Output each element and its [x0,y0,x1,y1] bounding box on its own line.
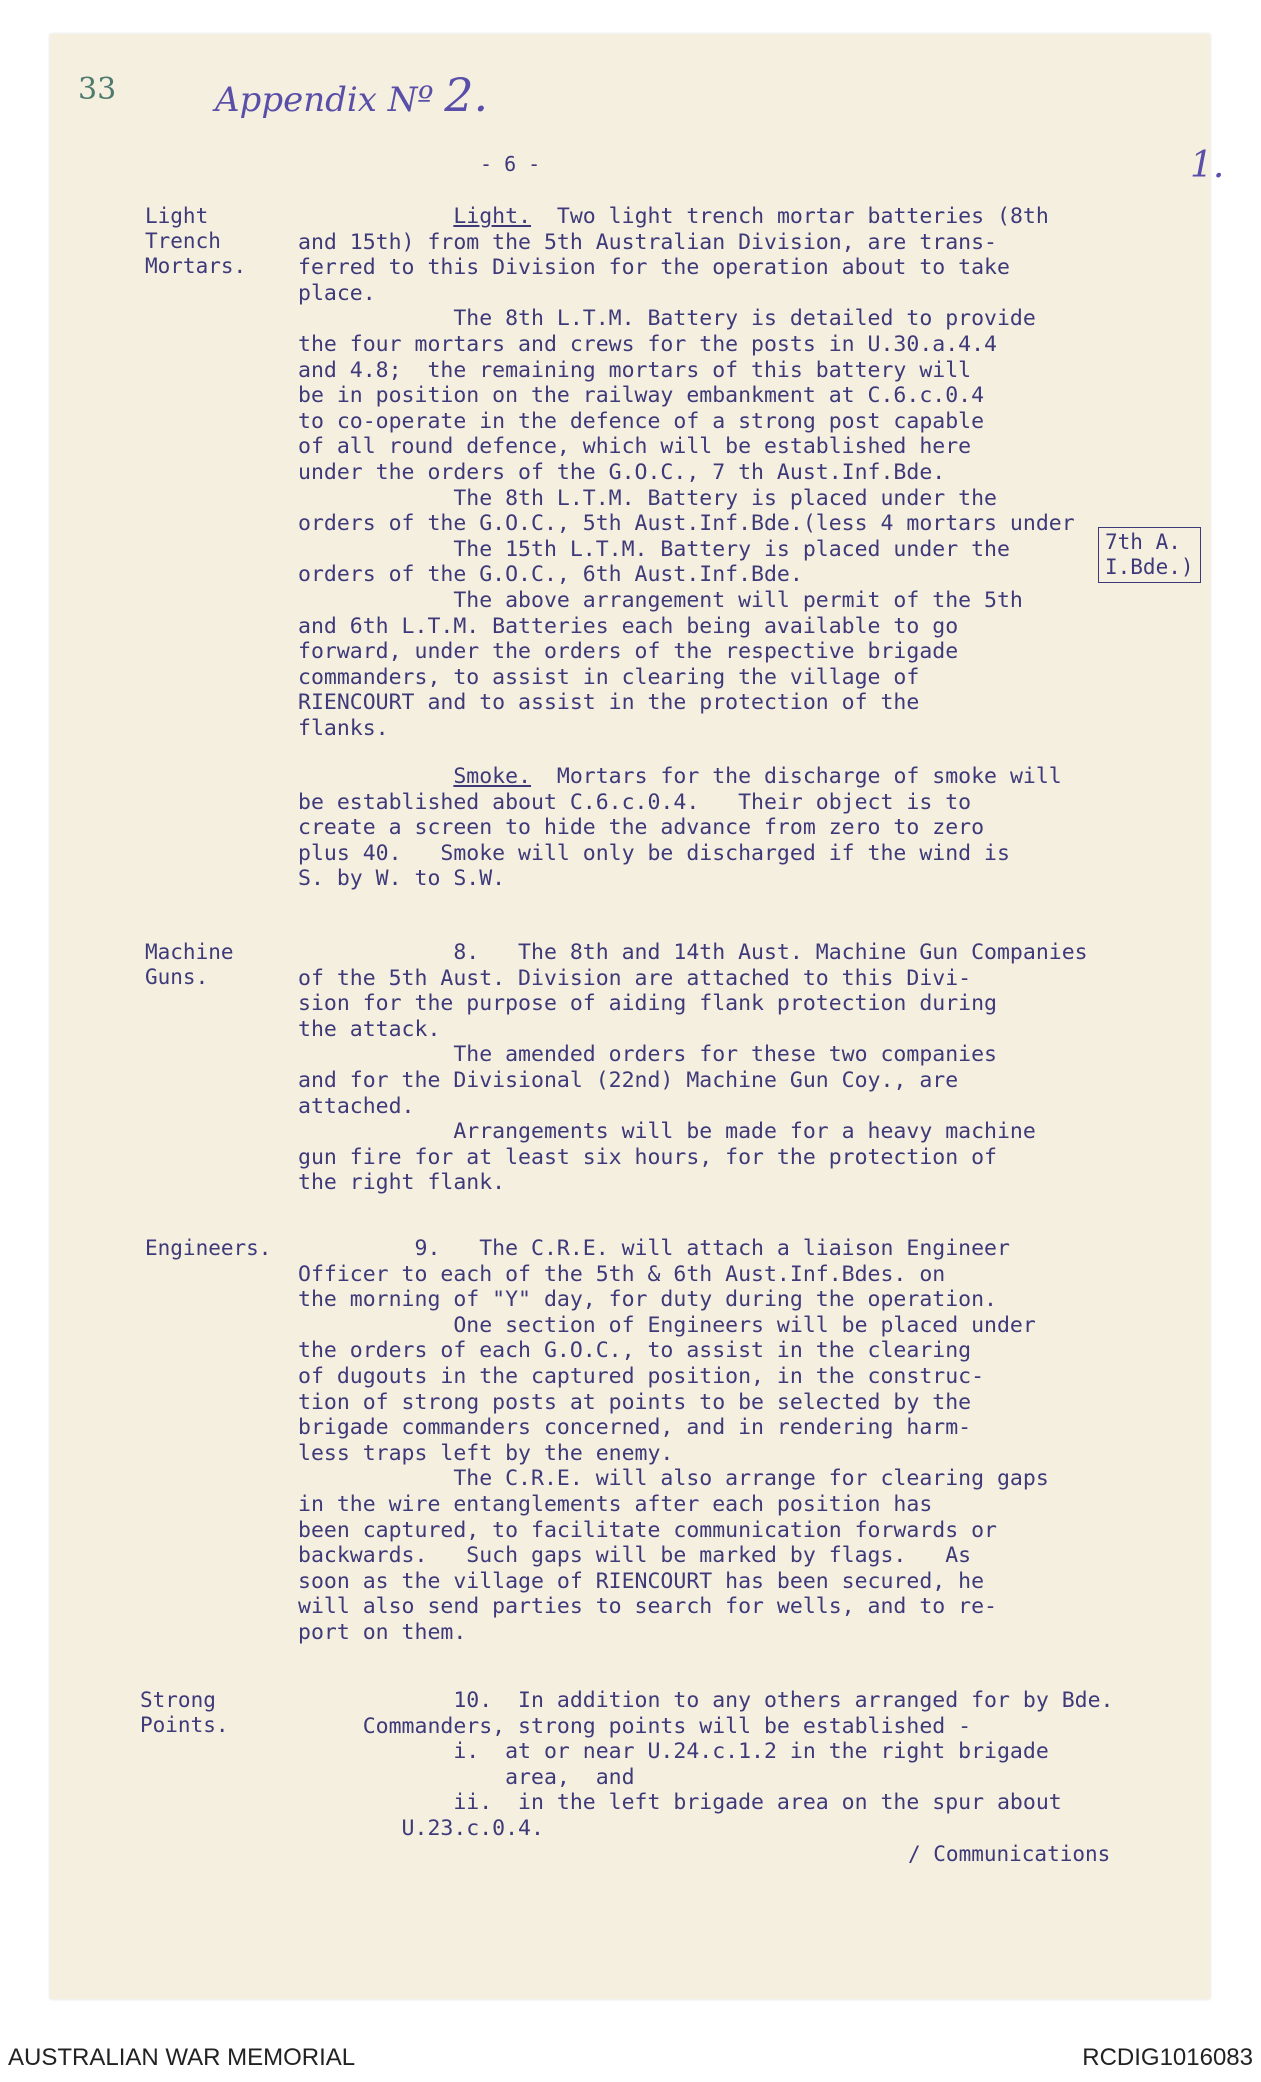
margin-line: Guns. [145,965,209,989]
margin-line: Machine [145,940,234,964]
text-line: The 8th L.T.M. Battery is placed under the [298,485,997,511]
text-line: less traps left by the enemy. [298,1440,674,1466]
margin-line: Points. [140,1713,229,1737]
text-line: Arrangements will be made for a heavy machine [298,1119,1036,1145]
text-line: plus 40. Smoke will only be discharged if the wind is [298,840,1010,866]
text-line: orders of the G.O.C., 6th Aust.Inf.Bde. [298,562,803,588]
text-line: The 8th L.T.M. Battery is detailed to provide [298,306,1036,332]
margin-line: Light [145,204,209,228]
margin-heading-ltm [145,204,246,279]
text-line: tion of strong posts at points to be selected by the [298,1389,972,1415]
page-number: - 6 - [480,152,541,176]
paragraph-ltm [298,204,1075,741]
text-line: ii. in the left brigade area on the spur about [298,1790,1062,1816]
text-line: U.23.c.0.4. [298,1815,544,1841]
text-line: and 4.8; the remaining mortars of this battery will [298,357,972,383]
text-line: forward, under the orders of the respective brigade [298,639,959,665]
text-line: create a screen to hide the advance from zero to zero [298,815,985,841]
text-line: 8. The 8th and 14th Aust. Machine Gun Companies [298,940,1088,965]
text-line: the orders of each G.O.C., to assist in the clearing [298,1338,972,1364]
text-line: Light. Two light trench mortar batteries (8th [453,204,1049,229]
text-line: i. at or near U.24.c.1.2 in the right brigade [298,1739,1049,1765]
text-line: soon as the village of RIENCOURT has been secured, he [298,1568,985,1594]
text-line: the attack. [298,1016,441,1042]
text-line: The C.R.E. will also arrange for clearing gaps [298,1466,1049,1492]
text-line: been captured, to facilitate communication forwards or [298,1517,997,1543]
text-line: under the orders of the G.O.C., 7 th Aust.Inf.Bde. [298,459,946,485]
text-line: and 6th L.T.M. Batteries each being available to go [298,613,959,639]
text-line: in the wire entanglements after each position has [298,1491,933,1517]
text-line: place. [298,280,376,306]
bleed-through [100,560,113,585]
text-line: S. by W. to S.W. [298,866,506,892]
boxed-annotation [1098,527,1201,583]
text-line: RIENCOURT and to assist in the protection of the [298,690,920,716]
text-line: Commanders, strong points will be established - [298,1713,972,1739]
text-line: sion for the purpose of aiding flank protection during [298,991,997,1017]
text-line: The above arrangement will permit of the 5th [298,587,1023,613]
folio-number: 33 [78,72,117,107]
paragraph-smoke [298,764,1062,892]
text-line: backwards. Such gaps will be marked by flags. As [298,1543,972,1569]
text-line: will also send parties to search for wells, and to re- [298,1594,997,1620]
text-line: The 15th L.T.M. Battery is placed under the [298,536,1010,562]
text-line: commanders, to assist in clearing the village of [298,664,920,690]
paragraph-strong [298,1688,1113,1842]
text-line: Smoke. Mortars for the discharge of smoke will [453,764,1062,789]
text-line: area, and [298,1764,635,1790]
margin-heading-eng [145,1236,271,1261]
text-line: of dugouts in the captured position, in the construc- [298,1363,985,1389]
margin-line: Mortars. [145,254,247,278]
text-line: The amended orders for these two companies [298,1042,997,1068]
text-line: of all round defence, which will be established here [298,434,972,460]
margin-heading-strong [140,1688,229,1738]
text-line: of the 5th Aust. Division are attached to this Divi- [298,965,972,991]
margin-line: Trench [145,229,221,253]
appendix-label: Appendix Nº [215,80,434,120]
text-line: and for the Divisional (22nd) Machine Gun Coy., are [298,1067,959,1093]
text-line: gun fire for at least six hours, for the protection of [298,1144,997,1170]
boxed-line: 7th A. [1105,530,1181,554]
appendix-heading [215,68,488,122]
footer-identifier: RCDIG1016083 [1082,2044,1253,2071]
text-line: One section of Engineers will be placed under [298,1312,1036,1338]
text-line: the four mortars and crews for the posts in U.30.a.4.4 [298,331,997,357]
text-line: and 15th) from the 5th Australian Division, are trans- [298,229,997,255]
text-line: to co-operate in the defence of a strong post capable [298,408,985,434]
margin-heading-mg [145,940,234,990]
boxed-line: I.Bde.) [1105,555,1194,579]
text-line: the right flank. [298,1170,506,1196]
appendix-number: 2. [444,68,489,122]
text-line: Officer to each of the 5th & 6th Aust.Inf.Bdes. on [298,1261,946,1287]
text-line: port on them. [298,1619,467,1645]
text-line: 10. In addition to any others arranged for by Bde. [298,1688,1114,1713]
text-line: the morning of "Y" day, for duty during the operation. [298,1287,997,1313]
footer-institution: AUSTRALIAN WAR MEMORIAL [8,2044,356,2071]
margin-line: Strong [140,1688,216,1712]
margin-line: Engineers. [145,1236,272,1260]
text-line: orders of the G.O.C., 5th Aust.Inf.Bde.(less 4 mortars under [298,511,1075,537]
continuation-catchword: / Communications [908,1842,1111,1866]
text-line: 9. The C.R.E. will attach a liaison Engineer [298,1236,1010,1261]
paragraph-mg [298,940,1088,1196]
text-line: brigade commanders concerned, and in rendering harm- [298,1415,972,1441]
paragraph-eng [298,1236,1049,1646]
text-line: be in position on the railway embankment at C.6.c.0.4 [298,383,985,409]
text-line: flanks. [298,715,389,741]
corner-mark: 1. [1190,145,1225,186]
text-line: attached. [298,1093,415,1119]
text-line: ferred to this Division for the operation about to take [298,255,1010,281]
text-line: be established about C.6.c.0.4. Their object is to [298,789,972,815]
